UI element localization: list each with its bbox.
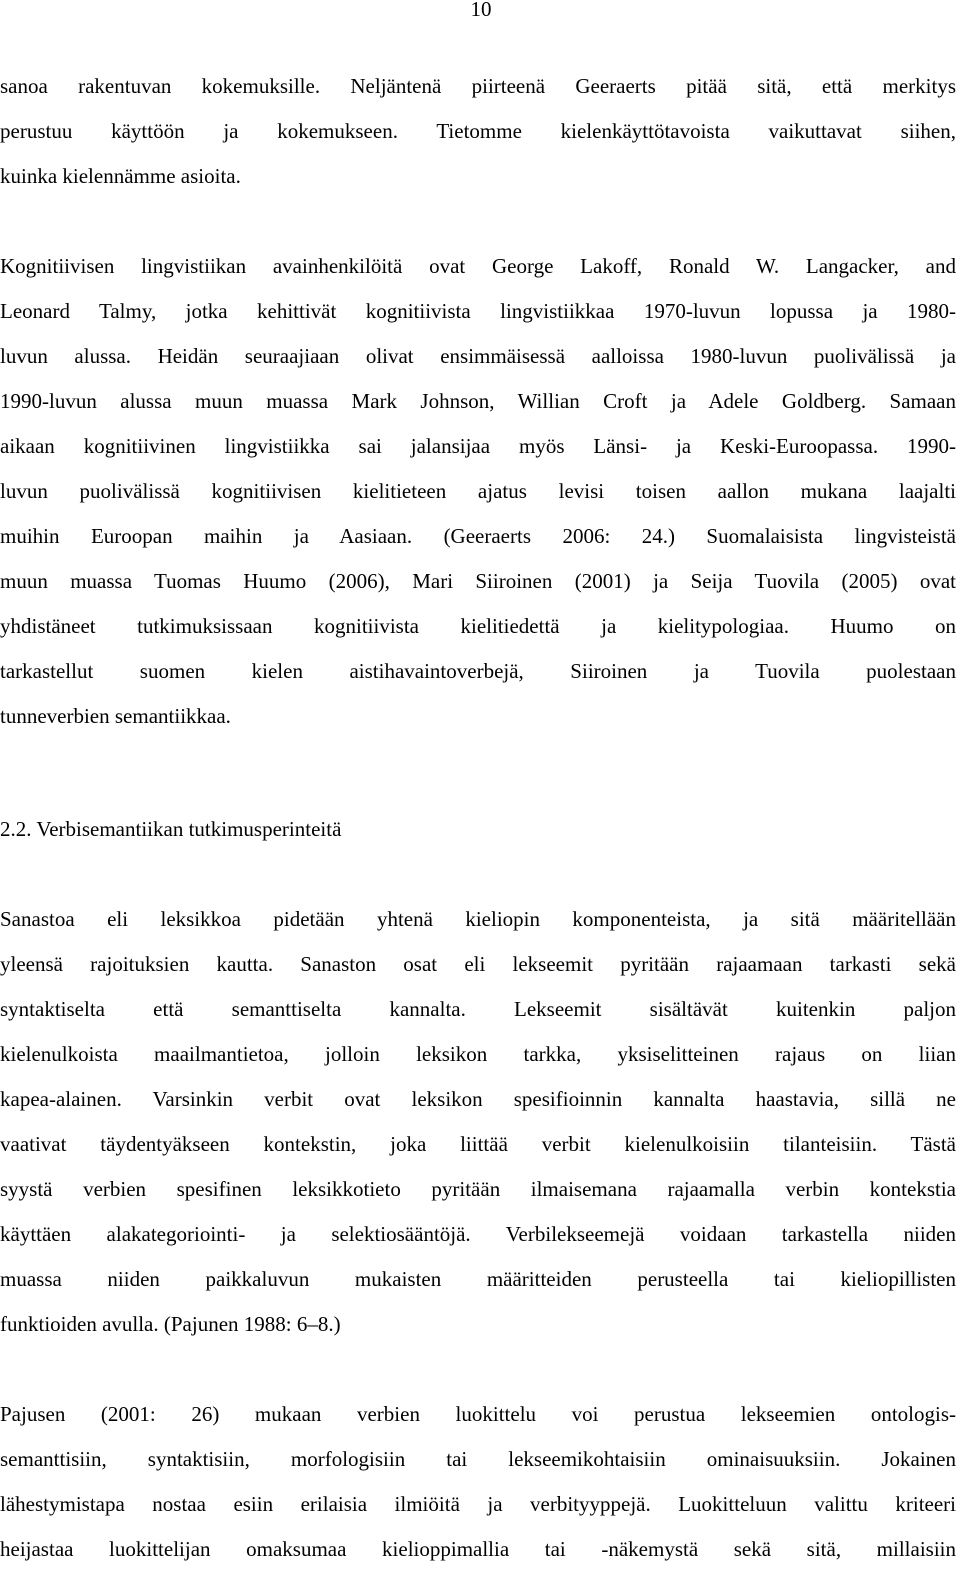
text-line: luvun puolivälissä kognitiivisen kielitieteen ajatus levisi toisen aallon mukana laajalti xyxy=(0,479,956,503)
text-line: vaativat täydentyäkseen kontekstin, joka liittää verbit kielenulkoisiin tilanteisiin. Tästä xyxy=(0,1132,956,1156)
text-line: kuinka kielennämme asioita. xyxy=(0,164,241,188)
text-line: Sanastoa eli leksikkoa pidetään yhtenä kieliopin komponenteista, ja sitä määritellään xyxy=(0,907,956,931)
text-line: käyttäen alakategoriointi- ja selektiosääntöjä. Verbilekseemejä voidaan tarkastella niiden xyxy=(0,1222,956,1246)
text-line: Pajusen (2001: 26) mukaan verbien luokittelu voi perustua lekseemien ontologis- xyxy=(0,1402,956,1426)
text-line: perustuu käyttöön ja kokemukseen. Tietomme kielenkäyttötavoista vaikuttavat siihen, xyxy=(0,119,956,143)
text-line: aikaan kognitiivinen lingvistiikka sai jalansijaa myös Länsi- ja Keski-Euroopassa. 1990- xyxy=(0,434,956,458)
text-line: muihin Euroopan maihin ja Aasiaan. (Geeraerts 2006: 24.) Suomalaisista lingvisteistä xyxy=(0,524,956,548)
text-line: Leonard Talmy, jotka kehittivät kognitiivista lingvistiikkaa 1970-luvun lopussa ja 1980- xyxy=(0,299,956,323)
text-line: tarkastellut suomen kielen aistihavaintoverbejä, Siiroinen ja Tuovila puolestaan xyxy=(0,659,956,683)
text-line: muassa niiden paikkaluvun mukaisten määritteiden perusteella tai kieliopillisten xyxy=(0,1267,956,1291)
text-line: muun muassa Tuomas Huumo (2006), Mari Siiroinen (2001) ja Seija Tuovila (2005) ovat xyxy=(0,569,956,593)
text-line: heijastaa luokittelijan omaksumaa kielioppimallia tai -näkemystä sekä sitä, millaisiin xyxy=(0,1537,956,1561)
text-line: tunneverbien semantiikkaa. xyxy=(0,704,231,728)
text-line: yleensä rajoituksien kautta. Sanaston osat eli lekseemit pyritään rajaamaan tarkasti sekä xyxy=(0,952,956,976)
text-line: yhdistäneet tutkimuksissaan kognitiivista kielitiedettä ja kielitypologiaa. Huumo on xyxy=(0,614,956,638)
text-line: semanttisiin, syntaktisiin, morfologisiin tai lekseemikohtaisiin ominaisuuksiin. Jokainen xyxy=(0,1447,956,1471)
text-line: syntaktiselta että semanttiselta kannalta. Lekseemit sisältävät kuitenkin paljon xyxy=(0,997,956,1021)
text-line: funktioiden avulla. (Pajunen 1988: 6–8.) xyxy=(0,1312,341,1336)
text-line: sanoa rakentuvan kokemuksille. Neljäntenä piirteenä Geeraerts pitää sitä, että merkitys xyxy=(0,74,956,98)
text-line: luvun alussa. Heidän seuraajiaan olivat ensimmäisessä aalloissa 1980-luvun puolivälissä ja xyxy=(0,344,956,368)
text-line: syystä verbien spesifinen leksikkotieto pyritään ilmaisemana rajaamalla verbin kontekstia xyxy=(0,1177,956,1201)
text-line: Kognitiivisen lingvistiikan avainhenkilöitä ovat George Lakoff, Ronald W. Langacker, and xyxy=(0,254,956,278)
text-line: 1990-luvun alussa muun muassa Mark Johnson, Willian Croft ja Adele Goldberg. Samaan xyxy=(0,389,956,413)
text-line: lähestymistapa nostaa esiin erilaisia ilmiöitä ja verbityyppejä. Luokitteluun valittu kriteeri xyxy=(0,1492,956,1516)
page-number: 10 xyxy=(470,0,492,21)
text-line: kapea-alainen. Varsinkin verbit ovat leksikon spesifioinnin kannalta haastavia, sillä ne xyxy=(0,1087,956,1111)
section-heading: 2.2. Verbisemantiikan tutkimusperinteitä xyxy=(0,817,342,841)
text-line: kielenulkoista maailmantietoa, jolloin leksikon tarkka, yksiselitteinen rajaus on liian xyxy=(0,1042,956,1066)
